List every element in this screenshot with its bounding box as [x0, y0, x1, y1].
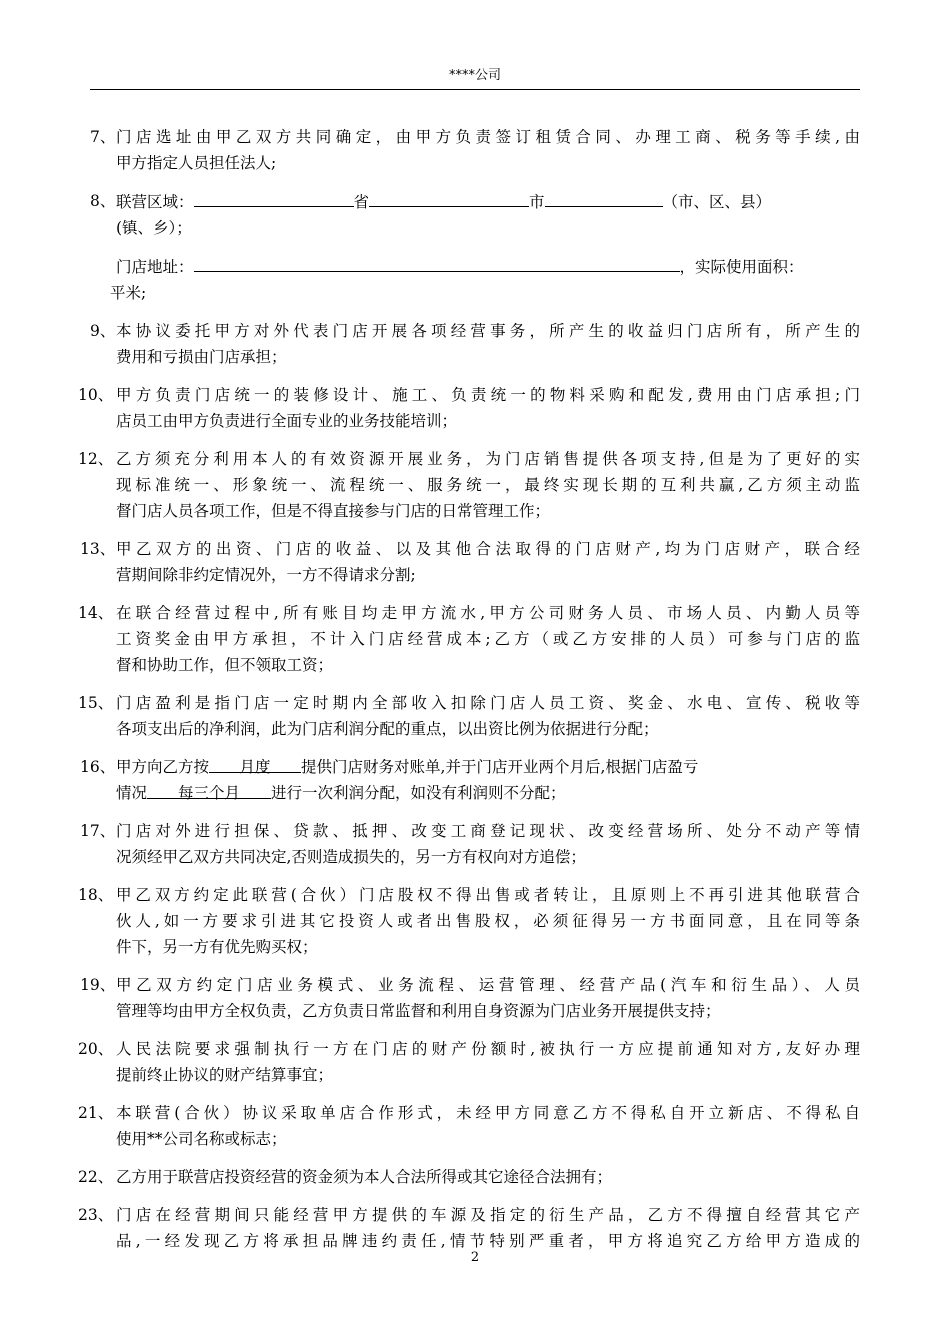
clause-line: 提前终止协议的财产结算事宜；	[116, 1066, 334, 1084]
address-blank	[194, 253, 680, 272]
clause-text: 提供门店财务对账单,并于门店开业两个月后,根据门店盈亏	[301, 758, 699, 776]
page-header: ****公司	[448, 68, 501, 83]
city-label: 市	[529, 193, 545, 211]
clause-number: 23、	[78, 1206, 114, 1224]
clause-line: 督门店人员各项工作，但是不得直接参与门店的日常管理工作；	[116, 502, 551, 520]
clause-20	[78, 1036, 860, 1088]
clause-line: 平米;	[110, 284, 147, 302]
clause-10	[78, 382, 860, 434]
clause-line: 门店在经营期间只能经营甲方提供的车源及指定的衍生产品，乙方不得擅自经营其它产	[116, 1206, 860, 1224]
clause-line: 甲方指定人员担任法人;	[116, 154, 277, 172]
clause-7	[90, 124, 860, 176]
clause-9	[90, 318, 860, 370]
clause-line: 甲乙双方约定门店业务模式、业务流程、运营管理、经营产品(汽车和衍生品）、人员	[116, 976, 860, 994]
clause-line: 店员工由甲方负责进行全面专业的业务技能培训；	[116, 412, 458, 430]
clause-number: 13、	[80, 540, 116, 558]
clause-number: 7、	[90, 128, 116, 146]
province-label: 省	[353, 193, 370, 211]
clause-line: 甲乙双方的出资、门店的收益、以及其他合法取得的门店财产,均为门店财产，联合经	[116, 540, 860, 558]
clause-line: 门店选址由甲乙双方共同确定，由甲方负责签订租赁合同、办理工商、税务等手续,由	[116, 128, 860, 146]
address-label: 门店地址：	[116, 258, 194, 276]
clause-line: 本联营(合伙）协议采取单店合作形式，未经甲方同意乙方不得私自开立新店、不得私自	[116, 1104, 860, 1122]
clause-line: 甲乙双方约定此联营(合伙）门店股权不得出售或者转让，且原则上不再引进其他联营合	[116, 886, 860, 904]
clause-number: 8、	[90, 192, 116, 210]
clause-text: 甲方向乙方按	[116, 758, 210, 776]
clause-line: 乙方须充分利用本人的有效资源开展业务，为门店销售提供各项支持,但是为了更好的实	[116, 450, 860, 468]
clause-line: 费用和亏损由门店承担；	[116, 348, 287, 366]
region-label: 联营区域：	[116, 193, 194, 211]
clause-13	[80, 536, 860, 588]
clause-number: 16、	[80, 758, 116, 776]
store-address	[90, 253, 860, 306]
clause-14	[78, 600, 860, 678]
clause-text: 情况	[116, 784, 148, 802]
clause-22	[78, 1164, 860, 1190]
page-number: 2	[470, 1250, 480, 1265]
clause-line: 使用**公司名称或标志；	[116, 1130, 287, 1148]
clause-number: 10、	[78, 386, 114, 404]
clause-line: 况须经甲乙双方共同决定,否则造成损失的，另一方有权向对方追偿；	[116, 848, 586, 866]
document-body	[78, 124, 860, 1266]
clause-line: 门店对外进行担保、贷款、抵押、改变工商登记现状、改变经营场所、处分不动产等情	[116, 822, 860, 840]
clause-line: 管理等均由甲方全权负责，乙方负责日常监督和利用自身资源为门店业务开展提供支持；	[116, 1002, 721, 1020]
clause-number: 15、	[78, 694, 114, 712]
clause-line: 件下，另一方有优先购买权；	[116, 938, 318, 956]
district-label: （市、区、县）	[662, 193, 772, 211]
clause-17	[80, 818, 860, 870]
clause-12	[78, 446, 860, 524]
clause-line: 本协议委托甲方对外代表门店开展各项经营事务，所产生的收益归门店所有，所产生的	[116, 322, 860, 340]
clause-line: 伙人,如一方要求引进其它投资人或者出售股权，必须征得另一方书面同意，且在同等条	[116, 912, 860, 930]
clause-line: (镇、乡）；	[116, 219, 192, 237]
clause-line: 各项支出后的净利润，此为门店利润分配的重点，以出资比例为依据进行分配；	[116, 720, 659, 738]
clause-line: 督和协助工作，但不领取工资；	[116, 656, 334, 674]
clause-line: 乙方用于联营店投资经营的资金须为本人合法所得或其它途径合法拥有；	[116, 1168, 613, 1186]
clause-number: 20、	[78, 1040, 114, 1058]
province-blank	[194, 188, 354, 207]
clause-number: 9、	[90, 322, 116, 340]
clause-16	[80, 754, 860, 806]
clause-line: 人民法院要求强制执行一方在门店的财产份额时,被执行一方应提前通知对方,友好办理	[116, 1040, 860, 1058]
district-blank	[545, 188, 663, 207]
clause-line: 品,一经发现乙方将承担品牌违约责任,情节特别严重者，甲方将追究乙方给甲方造成的	[116, 1232, 860, 1250]
clause-line: 在联合经营过程中,所有账目均走甲方流水,甲方公司财务人员、市场人员、内勤人员等	[116, 604, 860, 622]
settlement-period-fill: 月度	[209, 754, 301, 773]
clause-19	[80, 972, 860, 1024]
clause-8	[90, 188, 860, 241]
clause-text: 进行一次利润分配，如没有利润则不分配；	[271, 784, 566, 802]
clause-line: 现标准统一、形象统一、流程统一、服务统一，最终实现长期的互利共赢,乙方须主动监	[116, 476, 860, 494]
clause-23	[78, 1202, 860, 1254]
clause-line: 工资奖金由甲方承担，不计入门店经营成本;乙方（或乙方安排的人员）可参与门店的监	[116, 630, 860, 648]
clause-number: 12、	[78, 450, 114, 468]
clause-15	[78, 690, 860, 742]
area-label: ，实际使用面积：	[679, 258, 804, 276]
clause-line: 营期间除非约定情况外，一方不得请求分割;	[116, 566, 416, 584]
clause-number: 19、	[80, 976, 116, 994]
clause-line: 甲方负责门店统一的装修设计、施工、负责统一的物料采购和配发,费用由门店承担;门	[116, 386, 860, 404]
city-blank	[369, 188, 529, 207]
distribution-period-fill: 每三个月	[147, 780, 271, 799]
clause-number: 17、	[80, 822, 116, 840]
clause-21	[78, 1100, 860, 1152]
clause-number: 18、	[78, 886, 114, 904]
clause-number: 14、	[78, 604, 114, 622]
clause-number: 22、	[78, 1168, 114, 1186]
clause-number: 21、	[78, 1104, 114, 1122]
header-divider	[90, 89, 860, 90]
clause-line: 门店盈利是指门店一定时期内全部收入扣除门店人员工资、奖金、水电、宣传、税收等	[116, 694, 860, 712]
clause-18	[78, 882, 860, 960]
